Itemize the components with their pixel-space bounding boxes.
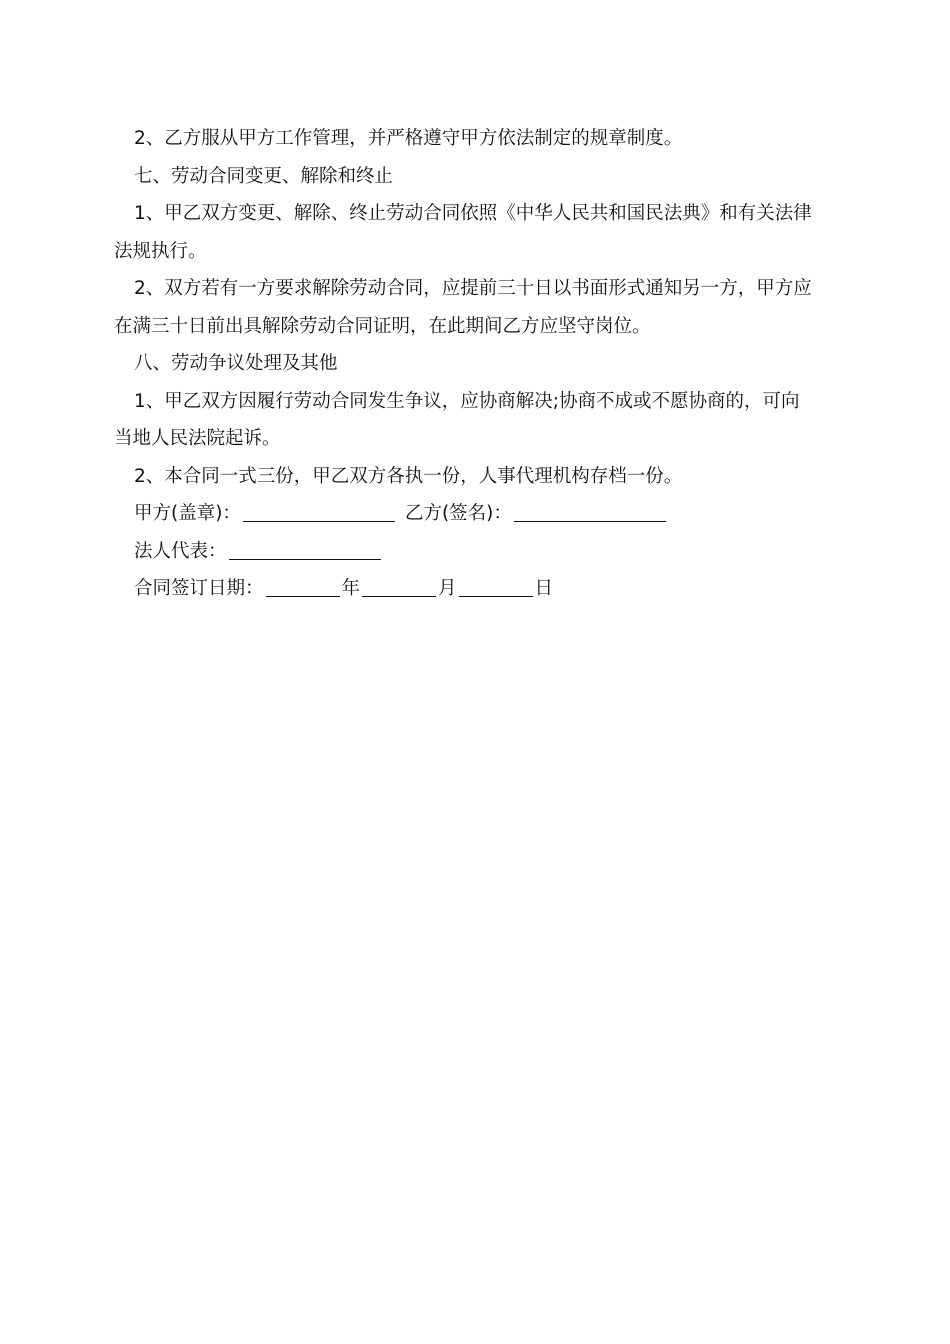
signing-date-line xyxy=(114,570,836,608)
year-label: 年 xyxy=(341,578,361,599)
day-blank[interactable] xyxy=(459,578,533,598)
paragraph-7-2-line-2 xyxy=(114,308,836,346)
day-label: 日 xyxy=(534,578,554,599)
section-heading-text: 八、劳动争议处理及其他 xyxy=(134,353,338,374)
signing-date-label: 合同签订日期： xyxy=(134,578,264,599)
paragraph-text: 法规执行。 xyxy=(114,240,207,262)
party-a-label: 甲方(盖章)： xyxy=(134,503,241,524)
signature-parties-line xyxy=(114,495,836,533)
section-heading-8 xyxy=(114,345,836,383)
legal-rep-label: 法人代表： xyxy=(134,540,227,562)
paragraph-text: 2、本合同一式三份，甲乙双方各执一份，人事代理机构存档一份。 xyxy=(134,465,683,487)
paragraph-text: 1、甲乙双方因履行劳动合同发生争议，应协商解决;协商不成或不愿协商的，可向 xyxy=(134,390,800,412)
paragraph-7-1-line-2 xyxy=(114,233,836,271)
section-heading-text: 七、劳动合同变更、解除和终止 xyxy=(134,165,394,187)
paragraph-7-2-line-1 xyxy=(114,270,836,308)
document-body xyxy=(114,120,836,608)
legal-rep-blank[interactable] xyxy=(229,540,381,560)
paragraph-8-2 xyxy=(114,458,836,496)
party-b-label: 乙方(签名)： xyxy=(404,503,512,524)
paragraph-8-1-line-1 xyxy=(114,383,836,421)
legal-rep-line xyxy=(114,533,836,571)
party-a-signature-blank[interactable] xyxy=(243,503,395,523)
party-b-signature-blank[interactable] xyxy=(514,503,666,523)
paragraph-text: 当地人民法院起诉。 xyxy=(114,428,281,449)
paragraph-text: 在满三十日前出具解除劳动合同证明，在此期间乙方应坚守岗位。 xyxy=(114,315,651,337)
paragraph-7-1-line-1 xyxy=(114,195,836,233)
month-label: 月 xyxy=(438,578,457,599)
year-blank[interactable] xyxy=(266,578,340,598)
paragraph-text: 1、甲乙双方变更、解除、终止劳动合同依照《中华人民共和国民法典》和有关法律 xyxy=(134,203,812,224)
paragraph-8-1-line-2 xyxy=(114,420,836,458)
month-blank[interactable] xyxy=(362,578,436,598)
paragraph-6-2 xyxy=(114,120,836,158)
paragraph-text: 2、双方若有一方要求解除劳动合同，应提前三十日以书面形式通知另一方，甲方应 xyxy=(134,278,812,299)
section-heading-7 xyxy=(114,158,836,196)
paragraph-text: 2、乙方服从甲方工作管理，并严格遵守甲方依法制定的规章制度。 xyxy=(134,128,683,149)
